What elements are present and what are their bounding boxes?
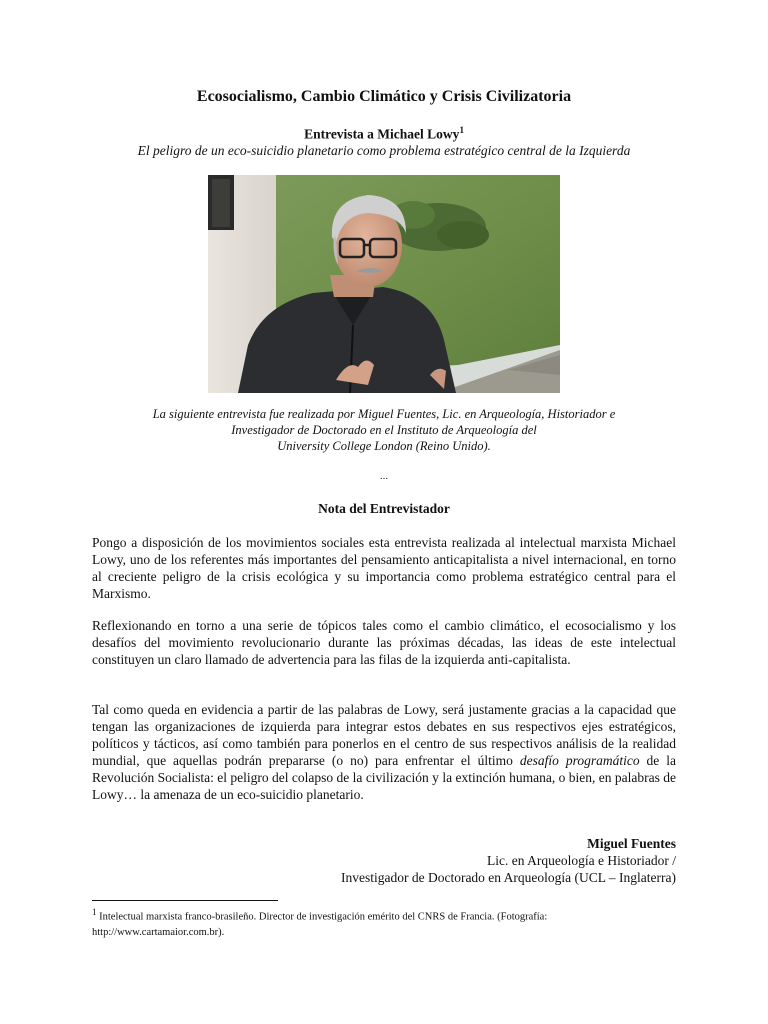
document-title: Ecosocialismo, Cambio Climático y Crisis Civilizatoria — [196, 88, 572, 105]
footnote-divider — [92, 900, 278, 901]
signature-title-line-2: Investigador de Doctorado en Arqueología (UCL – Inglaterra) — [340, 870, 676, 885]
caption-line-1: La siguiente entrevista fue realizada por Miguel Fuentes, Lic. en Arqueología, Historiador e — [152, 407, 616, 421]
signature-name: Miguel Fuentes — [587, 836, 676, 851]
caption-line-2: Investigador de Doctorado en el Instituto de Arqueología del — [231, 423, 537, 437]
signature-title-line-1: Lic. en Arqueología e Historiador / — [487, 853, 676, 868]
footnote-mark: 1 — [92, 907, 97, 917]
paragraph-3-text-a: Tal como queda en evidencia a partir de las palabras de Lowy, será justamente gracias a la capacidad que tengan las organizaciones de izquierda para integrar estos debates en sus respectivos ejes estratégicos, políticos y tácticos, así como también para ponerlos en el centro de sus respectivos análisis de la realidad mundial, que aquellas podrán prepararse (o no) para enfrentar el último — [92, 702, 676, 768]
document-tagline: El peligro de un eco-suicidio planetario como problema estratégico central de la Izquierda — [137, 143, 631, 158]
footnote — [92, 905, 676, 940]
subtitle-text: Entrevista a Michael Lowy — [304, 126, 460, 142]
section-heading: Nota del Entrevistador — [318, 501, 450, 516]
photo-caption — [92, 406, 676, 454]
interview-subtitle — [0, 125, 768, 143]
caption-line-3: University College London (Reino Unido). — [277, 439, 491, 453]
paragraph-2: Reflexionando en torno a una serie de tópicos tales como el cambio climático, el ecosocialismo y los desafíos del movimiento revolucionario durante las próximas décadas, las ideas de este intelectual constituyen un claro llamado de advertencia para las filas de la izquierda anti-capitalista. — [92, 618, 676, 667]
section-separator: ... — [379, 470, 389, 482]
signature-block — [92, 835, 676, 886]
footnote-reference[interactable]: 1 — [459, 125, 464, 135]
paragraph-1: Pongo a disposición de los movimientos sociales esta entrevista realizada al intelectual marxista Michael Lowy, uno de los referentes más importantes del pensamiento anticapitalista a nivel internacional, en torno al creciente peligro de la crisis ecológica y su importancia como problema estratégico central para el Marxismo. — [92, 535, 676, 601]
portrait-photo — [208, 175, 560, 393]
paragraph-3-text-b: de la Revolución Socialista: el peligro del colapso de la civilización y la extinción humana, o bien, en palabras de Lowy… la amenaza de un eco-suicidio planetario. — [92, 753, 676, 802]
paragraph-3-emphasis: desafío programático — [519, 753, 640, 768]
footnote-text: Intelectual marxista franco-brasileño. Director de investigación emérito del CNRS de Francia. (Fotografía: http://www.cartamaior.com.br). — [92, 911, 548, 938]
paragraph-3 — [92, 701, 676, 803]
